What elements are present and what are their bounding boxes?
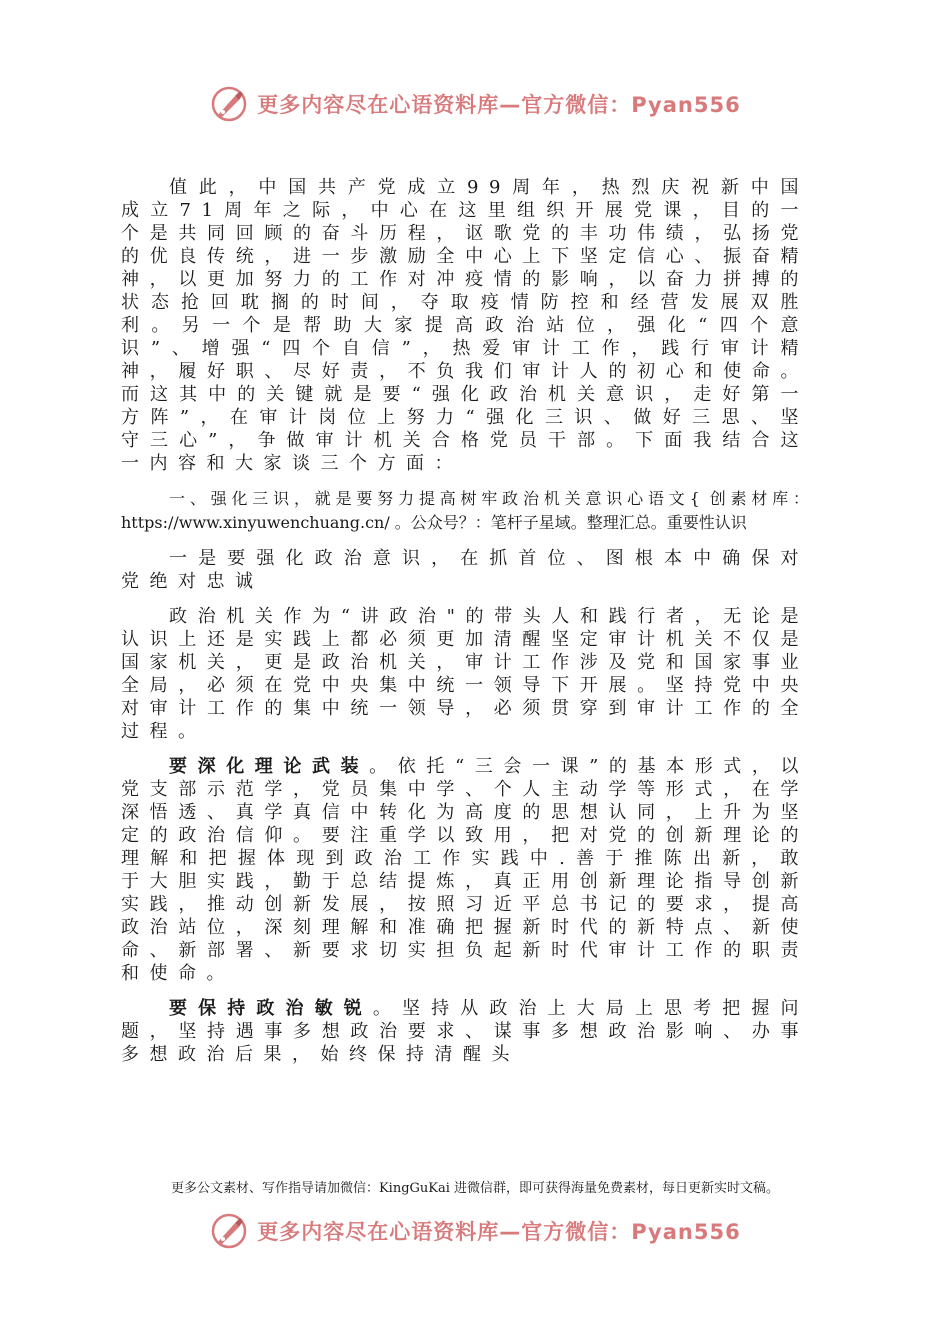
footer-banner (0, 1209, 950, 1253)
political-sensitivity-text: 。坚持从政治上大局上思考把握问题，坚持遇事多想政治要求、谋事多想政治影响、办事多想政治后果，始终保持清醒头 (121, 998, 810, 1065)
subheading-political-awareness: 一是要强化政治意识，在抓首位、图根本中确保对党绝对忠诚 (121, 548, 809, 592)
political-sensitivity-lead: 要保持政治敏锐 (169, 998, 373, 1019)
pen-nib-logo-icon (209, 1211, 249, 1251)
pen-nib-logo-icon (209, 84, 249, 124)
political-sensitivity-paragraph (121, 997, 809, 1066)
footer-banner-text: 更多内容尽在心语资料库—官方微信：Pyan556 (257, 1220, 741, 1244)
theory-armament-text: 。依托“三会一课”的基本形式，以党支部示范学，党员集中学、个人主动学等形式，在学深悟透、真学真信中转化为高度的思想认同，上升为坚定的政治信仰。要注重学以致用，把对党的创新理论的理解和把握体现到政治工作实践中.善于推陈出新，敢于大胆实践，勤于总结提炼，真正用创新理论指导创新实践，推动创新发展，按照习近平总书记的要求，提高政治站位，深刻理解和准确把握新时代的新特点、新使命、新部署、新要求切实担负起新时代审计工作的职责和使命。 (121, 756, 810, 984)
political-organ-paragraph: 政治机关作为“讲政治"的带头人和践行者，无论是认识上还是实践上都必须更加清醒坚定审计机关不仅是国家机关，更是政治机关，审计工作涉及党和国家事业全局，必须在党中央集中统一领导下开展。坚持党中央对审计工作的集中统一领导，必须贯穿到审计工作的全过程。 (121, 606, 809, 742)
section-one-heading: 一、强化三识，就是要努力提高树牢政治机关意识心语文{ 创素材库：https://www.xinyuwenchuang.cn/ 。公众号？：笔杆子星域。整理汇总。重要性认识 (121, 489, 809, 532)
intro-paragraph: 值此，中国共产党成立99周年，热烈庆祝新中国成立71周年之际，中心在这里组织开展党课，目的一个是共同回顾的奋斗历程，讴歌党的丰功伟绩，弘扬党的优良传统，进一步激励全中心上下坚定信心、振奋精神，以更加努力的工作对冲疫情的影响，以奋力拼搏的状态抢回耽搁的时间，夺取疫情防控和经营发展双胜利。另一个是帮助大家提高政治站位，强化“四个意识”、增强“四个自信”，热爱审计工作，践行审计精神，履好职、尽好责，不负我们审计人的初心和使命。而这其中的关键就是要“强化政治机关意识，走好第一方阵”，在审计岗位上努力“强化三识、做好三思、坚守三心”，争做审计机关合格党员干部。下面我结合这一内容和大家谈三个方面： (121, 177, 809, 474)
document-body (121, 176, 809, 1078)
footer-note: 更多公文素材、写作指导请加微信：KingGuKai 进微信群，即可获得海量免费素材，每日更新实时文稿。 (170, 1181, 780, 1196)
header-banner (0, 82, 950, 126)
theory-armament-paragraph (121, 755, 809, 985)
header-banner-text: 更多内容尽在心语资料库—官方微信：Pyan556 (257, 93, 741, 117)
theory-armament-lead: 要深化理论武装 (169, 756, 370, 777)
